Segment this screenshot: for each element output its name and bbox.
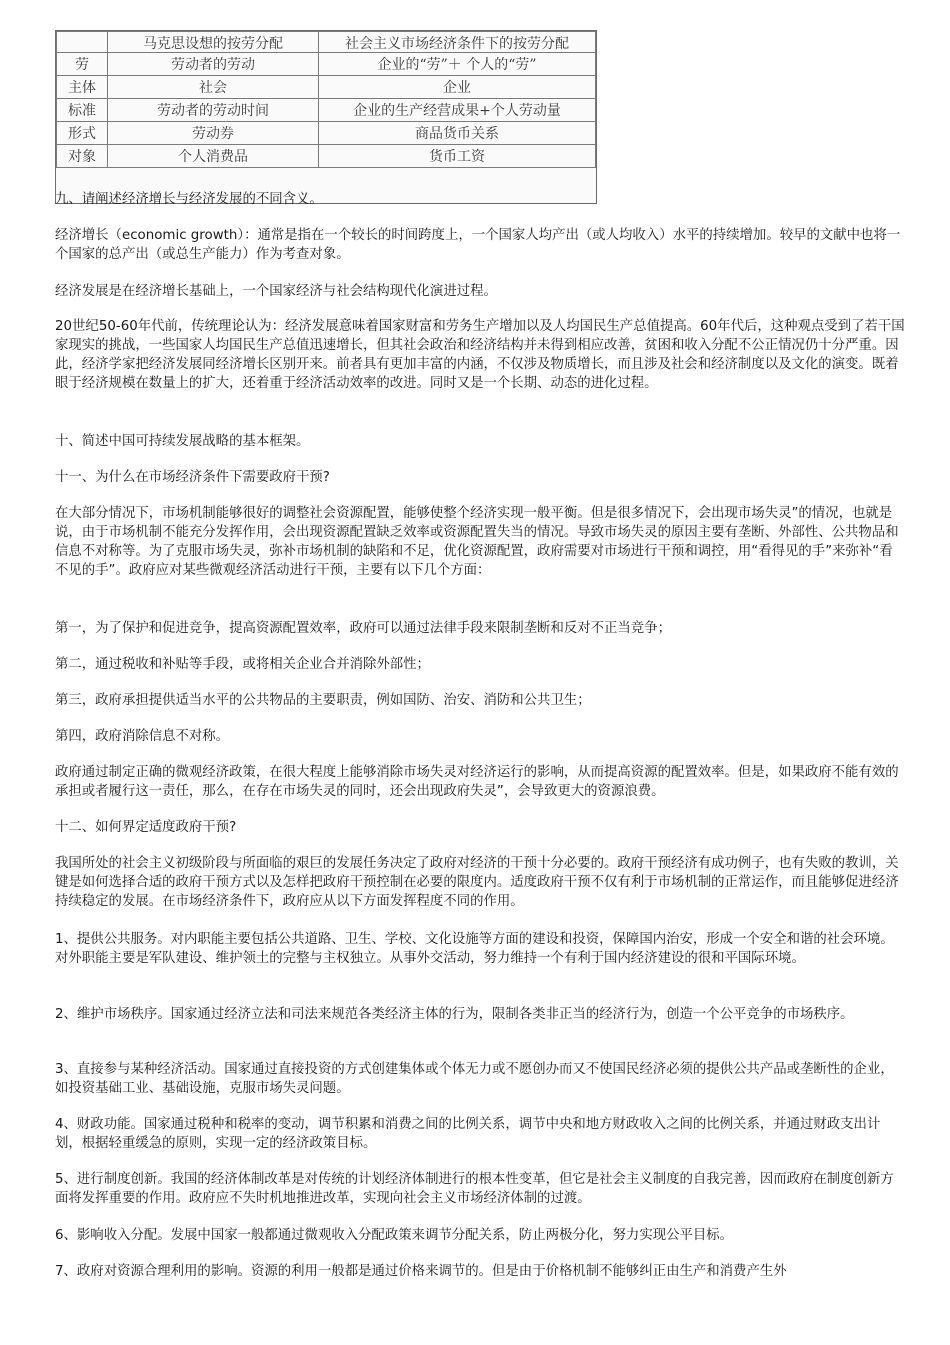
table-row (57, 145, 596, 168)
table-cell: 劳 (57, 53, 108, 76)
table-cell (57, 32, 108, 53)
list-item: 3、直接参与某种经济活动。国家通过直接投资的方式创建集体或个体无力或不愿创办而又不使国民经济必须的提供公共产品或垄断性的企业，如投资基础工业、基础设施，克服市场失灵问题。 (55, 1062, 894, 1096)
table-cell: 企业的“劳”＋ 个人的“劳” (319, 53, 596, 76)
list-item: 4、财政功能。国家通过税种和税率的变动，调节积累和消费之间的比例关系，调节中央和地方财政收入之间的比例关系，并通过财政支出计划，根据轻重缓急的原则，实现一定的经济政策目标。 (55, 1117, 881, 1151)
list-item: 6、影响收入分配。发展中国家一般都通过微观收入分配政策来调节分配关系，防止两极分化，努力实现公平目标。 (55, 1228, 734, 1243)
paragraph: 政府通过制定正确的微观经济政策，在很大程度上能够消除市场失灵对经济运行的影响，从而提高资源的配置效率。但是，如果政府不能有效的承担或者履行这一责任，那么，在存在市场失灵的同时，还会出现政府失灵”，会导致更大的资源浪费。 (55, 765, 899, 799)
table-row (57, 122, 596, 145)
paragraph: 经济增长（economic growth）：通常是指在一个较长的时间跨度上，一个国家人均产出（或人均收入）水平的持续增加。较早的文献中也将一个国家的总产出（或总生产能力）作为考查对象。 (55, 228, 901, 262)
table-cell: 形式 (57, 122, 108, 145)
paragraph: 经济发展是在经济增长基础上，一个国家经济与社会结构现代化演进过程。 (55, 284, 497, 299)
table-cell: 企业的生产经营成果+个人劳动量 (319, 99, 596, 122)
question-heading: 九、请阐述经济增长与经济发展的不同含义。 (55, 192, 323, 207)
table-cell: 社会 (108, 76, 319, 99)
table-row (57, 53, 596, 76)
comparison-table-image (55, 30, 597, 204)
list-item: 7、政府对资源合理利用的影响。资源的利用一般都是通过价格来调节的。但是由于价格机制不能够纠正由生产和消费产生外 (55, 1264, 787, 1279)
paragraph: 20世纪50-60年代前，传统理论认为：经济发展意味着国家财富和劳务生产增加以及人均国民生产总值提高。60年代后，这种观点受到了若干国家现实的挑战，一些国家人均国民生产总值迅速增长，但其社会政治和经济结构并未得到相应改善，贫困和收入分配不公正情况仍十分严重。因此，经济学家把经济发展同经济增长区别开来。前者具有更加丰富的内涵，不仅涉及物质增长，而且涉及社会和经济制度以及文化的演变。既着眼于经济规模在数量上的扩大，还着重于经济活动效率的改进。同时又是一个长期、动态的进化过程。 (55, 319, 905, 391)
table-cell: 商品货币关系 (319, 122, 596, 145)
table-cell: 劳动者的劳动时间 (108, 99, 319, 122)
list-item: 第二，通过税收和补贴等手段，或将相关企业合并消除外部性； (55, 657, 430, 672)
table-cell: 劳动券 (108, 122, 319, 145)
question-heading: 十、简述中国可持续发展战略的基本框架。 (55, 434, 310, 449)
table-row (57, 99, 596, 122)
paragraph: 在大部分情况下，市场机制能够很好的调整社会资源配置，能够使整个经济实现一般平衡。但是很多情况下，会出现市场失灵”的情况，也就是说，由于市场机制不能充分发挥作用，会出现资源配置缺乏效率或资源配置失当的情况。导致市场失灵的原因主要有垄断、外部性、公共物品和信息不对称等。为了克服市场失灵，弥补市场机制的缺陷和不足，优化资源配置，政府需要对市场进行干预和调控，用“看得见的手”来弥补“看不见的手”。政府应对某些微观经济活动进行干预，主要有以下几个方面： (55, 506, 899, 578)
list-item: 5、进行制度创新。我国的经济体制改革是对传统的计划经济体制进行的根本性变革，但它是社会主义制度的自我完善，因而政府在制度创新方面将发挥重要的作用。政府应不失时机地推进改革，实现向社会主义市场经济体制的过渡。 (55, 1172, 894, 1206)
question-heading: 十一、为什么在市场经济条件下需要政府干预? (55, 470, 330, 485)
table-cell: 企业 (319, 76, 596, 99)
table-header-cell: 社会主义市场经济条件下的按劳分配 (319, 32, 596, 53)
list-item: 第四，政府消除信息不对称。 (55, 729, 230, 744)
table-cell: 货币工资 (319, 145, 596, 168)
table-header-row (57, 32, 596, 53)
table-cell: 主体 (57, 76, 108, 99)
table-cell: 对象 (57, 145, 108, 168)
comparison-table (56, 31, 596, 168)
table-cell: 个人消费品 (108, 145, 319, 168)
table-header-cell: 马克思设想的按劳分配 (108, 32, 319, 53)
table-row (57, 76, 596, 99)
document-page (55, 0, 905, 1279)
list-item: 第三，政府承担提供适当水平的公共物品的主要职责，例如国防、治安、消防和公共卫生； (55, 693, 591, 708)
table-cell: 标准 (57, 99, 108, 122)
question-heading: 十二、如何界定适度政府干预? (55, 820, 237, 835)
list-item: 2、维护市场秩序。国家通过经济立法和司法来规范各类经济主体的行为，限制各类非正当的经济行为，创造一个公平竞争的市场秩序。 (55, 1007, 854, 1022)
paragraph: 我国所处的社会主义初级阶段与所面临的艰巨的发展任务决定了政府对经济的干预十分必要的。政府干预经济有成功例子，也有失败的教训，关键是如何选择合适的政府干预方式以及怎样把政府干预控制在必要的限度内。适度政府干预不仅有利于市场机制的正常运作，而且能够促进经济持续稳定的发展。在市场经济条件下，政府应从以下方面发挥程度不同的作用。 (55, 856, 899, 909)
table-cell: 劳动者的劳动 (108, 53, 319, 76)
list-item: 1、提供公共服务。对内职能主要包括公共道路、卫生、学校、文化设施等方面的建设和投资，保障国内治安，形成一个安全和谐的社会环境。对外职能主要是军队建设、维护领土的完整与主权独立。从事外交活动，努力维持一个有利于国内经济建设的很和平国际环境。 (55, 932, 894, 966)
list-item: 第一，为了保护和促进竞争，提高资源配置效率，政府可以通过法律手段来限制垄断和反对不正当竞争； (55, 621, 671, 636)
